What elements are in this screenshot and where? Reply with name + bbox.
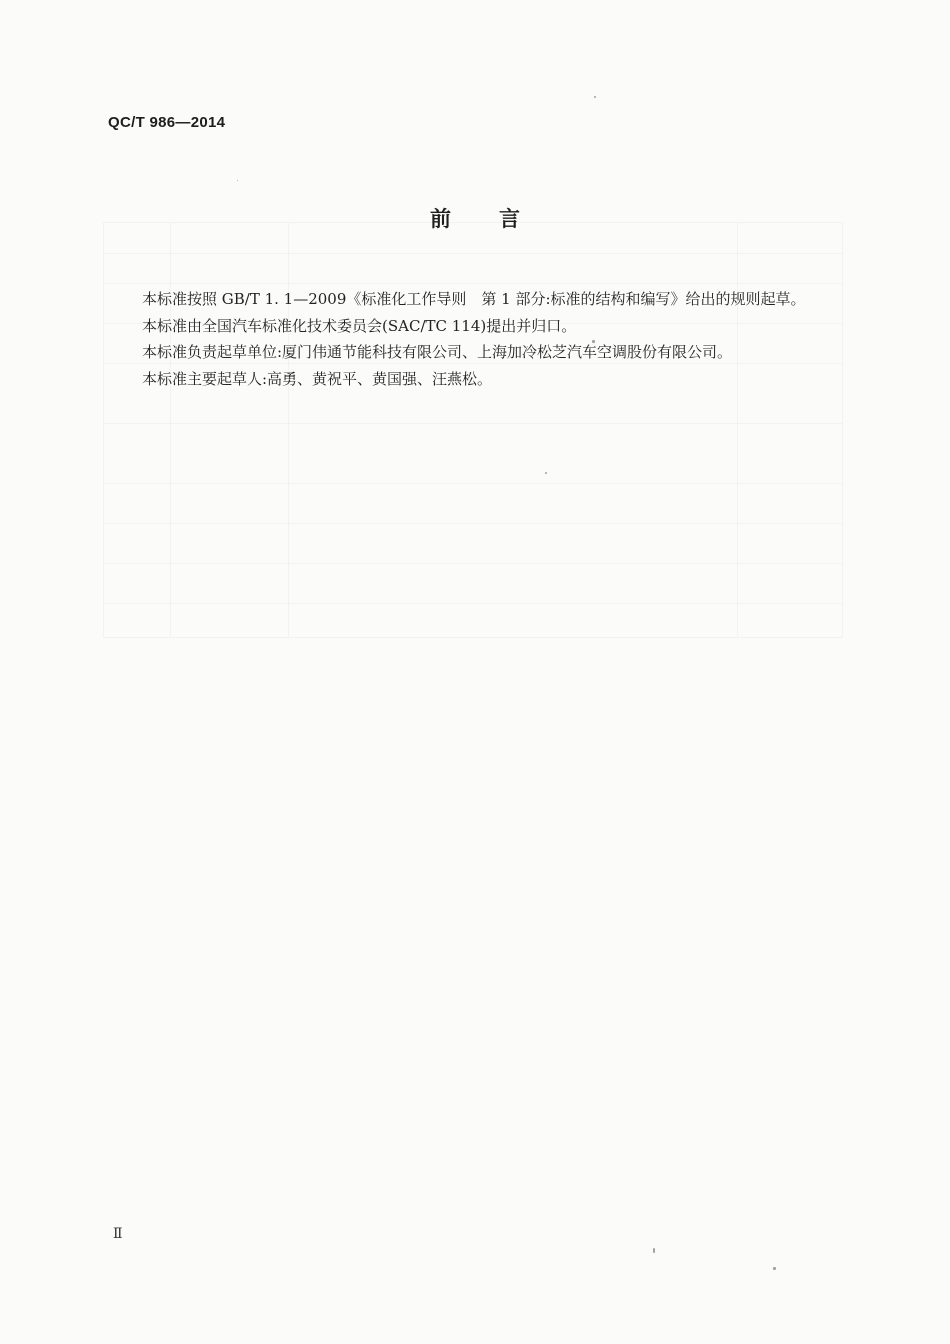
section-title: 前言: [430, 207, 568, 231]
paragraph-drafting-rules: 本标准按照 GB/T 1. 1—2009《标准化工作导则 第 1 部分:标准的结构和编写》给出的规则起草。: [142, 290, 806, 308]
scan-speck: [545, 472, 547, 474]
scan-speck: [773, 1267, 776, 1270]
document-code: QC/T 986—2014: [108, 114, 226, 131]
bleed-through-table: [103, 222, 843, 638]
foreword-body: [108, 286, 860, 392]
page-number: Ⅱ: [113, 1226, 123, 1242]
scan-speck: [237, 180, 238, 181]
scan-speck: [653, 1248, 655, 1253]
scan-speck: [594, 96, 596, 98]
scan-speck: [592, 340, 595, 343]
paragraph-drafting-units: 本标准负责起草单位:厦门伟通节能科技有限公司、上海加冷松芝汽车空调股份有限公司。: [142, 343, 733, 361]
paragraph-drafters: 本标准主要起草人:高勇、黄祝平、黄国强、汪燕松。: [142, 369, 493, 388]
paragraph-proposer: 本标准由全国汽车标准化技术委员会(SAC/TC 114)提出并归口。: [142, 316, 577, 335]
